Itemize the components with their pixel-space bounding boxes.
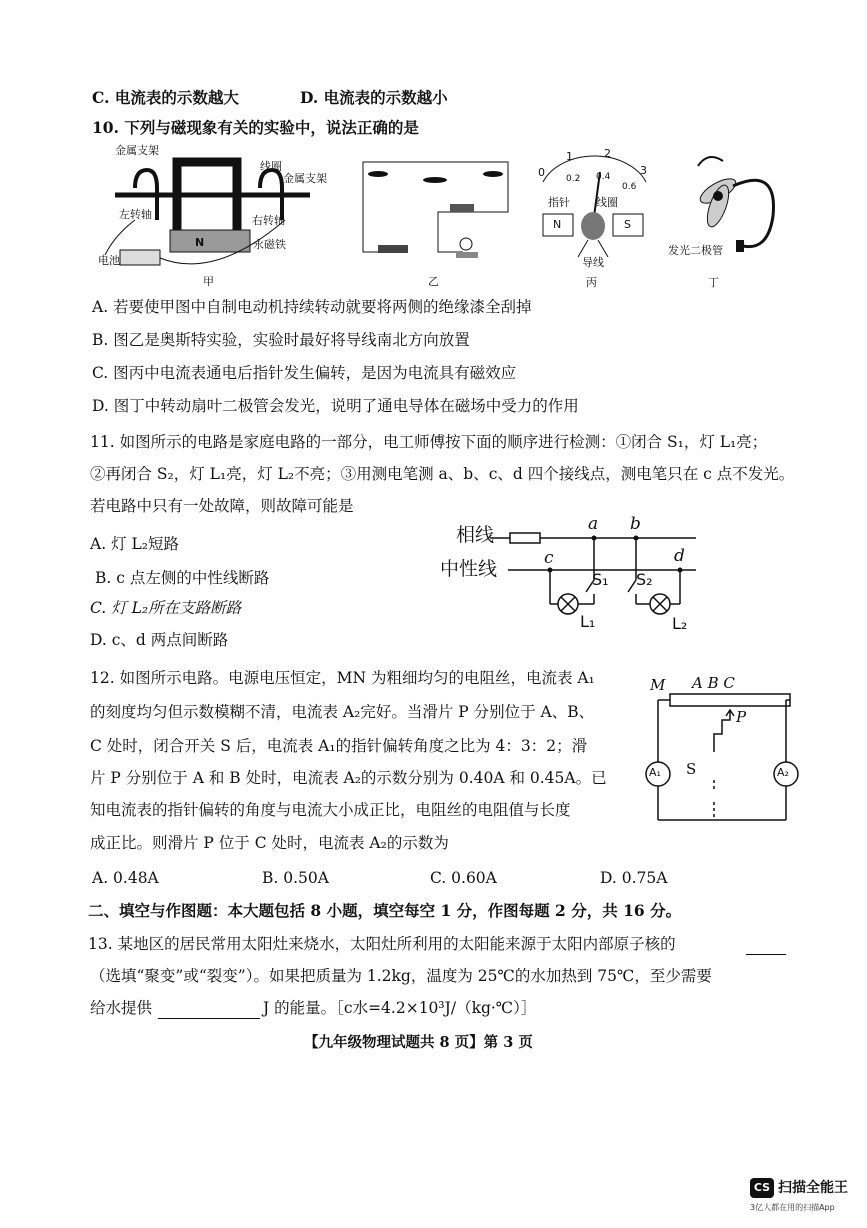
q11-option-b: B. c 点左侧的中性线断路	[95, 569, 270, 587]
label-n: N	[195, 236, 205, 249]
label-l1: L₁	[580, 612, 596, 631]
q13-blank-2[interactable]	[158, 1002, 260, 1019]
page-footer: 【九年级物理试题共 8 页】第 3 页	[304, 1034, 533, 1051]
q10-option-c: C. 图丙中电流表通电后指针发生偏转，是因为电流具有磁效应	[92, 364, 517, 382]
q12-line-3: C 处时，闭合开关 S 后，电流表 A₁的指针偏转角度之比为 4：3：2；滑	[90, 737, 588, 755]
q12-line-1: 12. 如图所示电路。电源电压恒定，MN 为粗细均匀的电阻丝，电流表 A₁	[90, 669, 595, 687]
household-circuit-figure	[440, 512, 702, 637]
label-led: 发光二极管	[668, 244, 723, 257]
oersted-diagram	[348, 152, 518, 272]
q13-line-2: （选填“聚变”或“裂变”）。如果把质量为 1.2kg，温度为 25℃的水加热到 75℃，至少需要	[90, 967, 712, 985]
q10-option-b: B. 图乙是奥斯特实验，实验时最好将导线南北方向放置	[92, 331, 470, 349]
label-axle-right: 右转轴	[252, 214, 285, 227]
label-battery: 电池	[98, 254, 120, 267]
label-magnet: 永磁铁	[253, 238, 286, 251]
label-live-wire: 相线	[456, 524, 495, 546]
label-s1: S₁	[592, 570, 609, 589]
q12-option-b: B. 0.50A	[262, 869, 329, 887]
q10-option-d: D. 图丁中转动扇叶二极管会发光，说明了通电导体在磁场中受力的作用	[92, 397, 579, 415]
label-bing-coil: 线圈	[596, 196, 618, 209]
label-wire: 导线	[582, 256, 604, 269]
scale-small-1: 0.4	[596, 172, 611, 182]
q13-line-3-suffix: J 的能量。［c水=4.2×10³J/（kg·℃）］	[263, 999, 537, 1017]
caption-ding: 丁	[708, 276, 719, 289]
q12-line-6: 成正比。则滑片 P 位于 C 处时，电流表 A₂的示数为	[90, 834, 449, 852]
figure-ding	[668, 146, 788, 290]
point-a: a	[588, 514, 599, 534]
q12-option-c: C. 0.60A	[430, 869, 497, 887]
label-support-left: 金属支架	[115, 144, 159, 157]
figure-jia	[95, 140, 335, 290]
label-s: S	[686, 760, 697, 778]
q12-option-a: A. 0.48A	[92, 869, 159, 887]
label-p: P	[736, 708, 747, 726]
q11-line-1: 11. 如图所示的电路是家庭电路的一部分，电工师傅按下面的顺序进行检测：①闭合 S₁，灯 L₁亮；	[90, 433, 768, 451]
label-m: M	[650, 676, 666, 694]
scale-3: 3	[640, 164, 647, 177]
label-a1: A₁	[649, 766, 661, 779]
q11-option-a: A. 灯 L₂短路	[90, 535, 179, 553]
scale-small-0: 0.2	[566, 174, 581, 184]
label-neutral-wire: 中性线	[440, 558, 498, 580]
point-b: b	[630, 514, 641, 534]
q12-option-d: D. 0.75A	[600, 869, 668, 887]
q13-line-3-prefix: 给水提供	[90, 999, 153, 1017]
caption-jia: 甲	[203, 275, 214, 288]
q11-line-3: 若电路中只有一处故障，则故障可能是	[90, 497, 354, 515]
label-needle: 指针	[548, 196, 570, 209]
figure-bing	[528, 142, 658, 290]
label-pole-n: N	[553, 218, 562, 231]
label-abc: A B C	[692, 674, 735, 692]
rheostat-circuit-figure	[640, 672, 805, 832]
q13-line-1: 13. 某地区的居民常用太阳灶来烧水，太阳灶所利用的太阳能来源于太阳内部原子核的	[88, 935, 676, 953]
q11-option-c: C. 灯 L₂所在支路断路	[90, 599, 242, 617]
label-coil: 线圈	[260, 160, 282, 173]
label-a2: A₂	[777, 766, 789, 779]
label-s2: S₂	[636, 570, 653, 589]
scanner-logo-icon: CS	[750, 1178, 774, 1198]
point-d: d	[674, 546, 685, 566]
caption-bing: 丙	[586, 276, 597, 289]
caption-yi: 乙	[428, 275, 439, 288]
scale-small-2: 0.6	[622, 182, 637, 192]
scale-2: 2	[604, 147, 611, 160]
q13-blank-1[interactable]	[746, 938, 786, 955]
q12-line-5: 知电流表的指针偏转的角度与电流大小成正比，电阻丝的电阻值与长度	[90, 801, 571, 819]
q12-line-4: 片 P 分别位于 A 和 B 处时，电流表 A₂的示数分别为 0.40A 和 0.45A。已	[90, 769, 607, 787]
point-c: c	[544, 548, 554, 568]
scanner-tagline: 3亿人都在用的扫描App	[750, 1203, 835, 1212]
label-axle-left: 左转轴	[119, 208, 152, 221]
q10-stem: 10. 下列与磁现象有关的实验中，说法正确的是	[92, 118, 419, 137]
q12-line-2: 的刻度均匀但示数模糊不清，电流表 A₂完好。当滑片 P 分别位于 A、B、	[90, 703, 595, 721]
q11-option-d: D. c、d 两点间断路	[90, 631, 229, 649]
rheostat-circuit-diagram	[640, 672, 805, 832]
label-l2: L₂	[672, 614, 688, 633]
label-support-right: 金属支架	[283, 172, 327, 185]
q10-option-a: A. 若要使甲图中自制电动机持续转动就要将两侧的绝缘漆全刮掉	[92, 298, 532, 316]
q11-line-2: ②再闭合 S₂，灯 L₁亮，灯 L₂不亮；③用测电笔测 a、b、c、d 四个接线点，测电笔只在 c 点不发光。	[90, 465, 795, 483]
label-pole-s: S	[624, 218, 631, 231]
q9-option-c: C. 电流表的示数越大	[92, 88, 239, 107]
q9-option-d: D. 电流表的示数越小	[300, 88, 448, 107]
scale-1: 1	[566, 150, 573, 163]
scanner-brand-name: 扫描全能王	[778, 1180, 848, 1196]
figure-yi	[348, 152, 518, 290]
scale-0: 0	[538, 166, 545, 179]
section-2-heading: 二、填空与作图题：本大题包括 8 小题，填空每空 1 分，作图每题 2 分，共 16 分。	[88, 901, 682, 920]
